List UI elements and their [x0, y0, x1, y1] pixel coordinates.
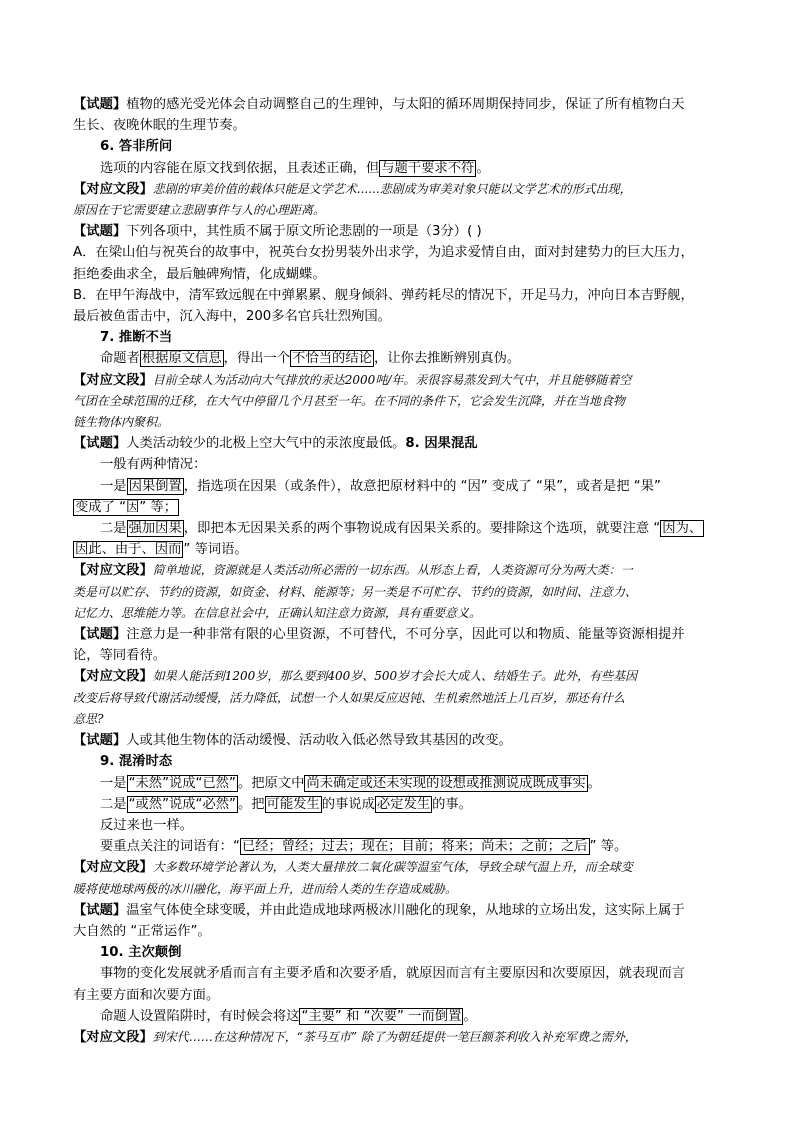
text-line — [73, 1006, 741, 1027]
heading-text: 7. 推断不当 — [100, 330, 173, 346]
text-line — [73, 412, 741, 433]
tag-label: 【对应文段】 — [73, 669, 153, 685]
quoted-passage: 如果人能活到1200岁，那么要到400岁、500岁才会长大成人、结婚生子。此外，有些基因 — [152, 669, 638, 684]
text: ，指选项在因果（或条件），故意把原材料中的 “因” 变成了 “果”，或者是把 “果” — [183, 478, 661, 494]
text: 。 — [587, 775, 601, 791]
text: 植物的感光受光体会自动调整自己的生理钟，与太阳的循环周期保持同步，保证了所有植物白天 — [126, 97, 685, 112]
boxed-key-phrase: “未然”说成“已然” — [128, 775, 236, 791]
boxed-key-phrase: 与题干要求不符 — [381, 160, 475, 176]
boxed-key-phrase: 必定发生 — [376, 796, 431, 812]
text-line — [73, 985, 741, 1006]
tag-label: 【试题】 — [73, 224, 127, 240]
text-line — [73, 773, 741, 794]
section-heading — [73, 751, 741, 772]
text: 反过来也一样。 — [100, 817, 194, 833]
text-line — [73, 709, 741, 730]
heading-text: 10. 主次颠倒 — [100, 945, 182, 961]
text-line — [73, 285, 741, 306]
tag-label: 【试题】 — [73, 436, 127, 452]
text-line — [73, 730, 741, 751]
quoted-passage: 到宋代……在这种情况下，“茶马互市” 除了为朝廷提供一笔巨额茶利收入补充军费之需外， — [152, 1029, 637, 1044]
quoted-passage: 暖将使地球两极的冰川融化，海平面上升，进而给人类的生存造成威胁。 — [73, 881, 458, 896]
tag-label: 【试题】 — [73, 97, 127, 112]
text-line — [73, 836, 741, 857]
text: 人或其他生物体的活动缓慢、活动收入低必然导致其基因的改变。 — [126, 733, 512, 749]
text: 要重点关注的词语有：“ — [100, 839, 240, 855]
boxed-key-phrase: 已经；曾经；过去；现在；目前；将来；尚未；之前；之后 — [241, 839, 588, 855]
text-line — [73, 688, 741, 709]
heading-text: 9. 混淆时态 — [100, 754, 173, 770]
boxed-key-phrase: 可能发生 — [266, 796, 320, 812]
text: 一般有两种情况： — [100, 457, 207, 473]
text: 人类活动较少的北极上空大气中的汞浓度最低。 — [126, 436, 406, 452]
quoted-passage: 简单地说，资源就是人类活动所必需的一切东西。从形态上看，人类资源可分为两大类：一 — [152, 563, 633, 578]
tag-label: 【对应文段】 — [73, 563, 153, 579]
quoted-passage: 大多数环境学论著认为，人类大量排放二氧化碳等温室气体，导致全球气温上升，而全球变 — [152, 860, 633, 875]
text: 的事。 — [432, 796, 472, 812]
document-body — [73, 94, 741, 1048]
boxed-key-phrase: 不恰当的结论 — [292, 351, 372, 367]
option-text: A．在梁山伯与祝英台的故事中，祝英台女扮男装外出求学，为追求爱情自由，面对封建势力的巨大压力， — [73, 245, 694, 261]
text: ，让你去推断辨别真伪。 — [373, 351, 521, 367]
text-line — [73, 348, 741, 369]
text-line — [73, 624, 741, 645]
text: 下列各项中，其性质不属于原文所论悲剧的一项是（3分）( ) — [126, 224, 482, 240]
text-line — [73, 879, 741, 900]
option-text: B．在甲午海战中，清军致远舰在中弹累累、舰身倾斜、弹药耗尽的情况下，开足马力，冲向日本吉野舰， — [73, 287, 694, 303]
tag-label: 【试题】 — [73, 902, 127, 918]
text: 生长、夜晚休眠的生理节奏。 — [73, 118, 246, 134]
tag-label: 【试题】 — [73, 627, 127, 643]
text-line — [73, 391, 741, 412]
text-line — [73, 815, 741, 836]
text-line — [73, 857, 741, 878]
text-line — [73, 370, 741, 391]
tag-label: 【对应文段】 — [73, 372, 153, 388]
text: 二是 — [100, 796, 127, 812]
quoted-passage: 气团在全球范围的迁移，在大气中停留几个月甚至一年。在不同的条件下，它会发生沉降，并在当地食物 — [73, 393, 626, 408]
text: 。 — [476, 160, 490, 176]
text-line — [73, 242, 741, 263]
text-line — [73, 221, 741, 242]
option-text: 最后被鱼雷击中，沉入海中，200多名官兵壮烈殉国。 — [73, 309, 391, 325]
tag-label: 【对应文段】 — [73, 1029, 153, 1045]
quoted-passage: 意思? — [73, 711, 104, 726]
text-line — [73, 921, 741, 942]
text-line — [73, 179, 741, 200]
text-line — [73, 539, 741, 560]
tag-label: 【试题】 — [73, 733, 127, 749]
section-heading — [73, 327, 741, 348]
text-line — [73, 582, 741, 603]
boxed-key-phrase: 强加因果 — [128, 521, 182, 537]
text: 大自然的 “正常运作”。 — [73, 923, 211, 939]
boxed-key-phrase: 尚未确定或还未实现的设想或推测说成既成事实 — [306, 775, 586, 791]
text-line — [73, 264, 741, 285]
quoted-passage: 改变后将导致代谢活动缓慢，活力降低，试想一个人如果反应迟钝、生机索然地活上几百岁，那还有什么 — [73, 690, 626, 705]
quoted-passage: 目前全球人为活动向大气排放的汞达2000吨/年。汞很容易蒸发到大气中，并且能够随着空 — [152, 372, 632, 387]
quoted-passage: 链生物体内聚积。 — [73, 415, 170, 430]
text-line — [73, 306, 741, 327]
option-text: 拒绝委曲求全，最后触碑殉情，化成蝴蝶。 — [73, 266, 326, 282]
boxed-key-phrase: “或然”说成“必然” — [128, 796, 236, 812]
text-line — [73, 476, 741, 497]
quoted-passage: 悲剧的审美价值的载体只能是文学艺术......悲剧成为审美对象只能以文学艺术的形式出现， — [152, 181, 632, 196]
text-line — [73, 900, 741, 921]
text: 温室气体使全球变暖，并由此造成地球两极冰川融化的现象，从地球的立场出发，这实际上属于 — [126, 902, 685, 918]
text-line — [73, 200, 741, 221]
text-line — [73, 794, 741, 815]
boxed-key-phrase: 因此、由于、因而 — [75, 542, 182, 558]
text: 事物的变化发展就矛盾而言有主要矛盾和次要矛盾，就原因而言有主要原因和次要原因，就表现而言 — [100, 966, 686, 982]
heading-text: 6. 答非所问 — [100, 139, 173, 155]
boxed-key-phrase: 因为、 — [662, 521, 703, 537]
heading-text: 8. 因果混乱 — [405, 436, 478, 452]
text: 。 — [463, 1008, 477, 1024]
boxed-key-phrase: 因果倒置 — [128, 478, 182, 494]
text: ” 等词语。 — [183, 542, 248, 558]
text-line — [73, 454, 741, 475]
text-line — [73, 433, 741, 454]
text: 命题人设置陷阱时，有时候会将这 — [100, 1008, 300, 1024]
text: 二是 — [100, 521, 127, 537]
text-line — [73, 645, 741, 666]
text: 一是 — [100, 775, 127, 791]
text: 命题者 — [100, 351, 140, 367]
text-line — [73, 1027, 741, 1048]
section-heading — [73, 136, 741, 157]
text: ” 等。 — [589, 839, 628, 855]
quoted-passage: 记忆力、思维能力等。在信息社会中，正确认知注意力资源，具有重要意义。 — [73, 605, 482, 620]
tag-label: 【对应文段】 — [73, 860, 153, 876]
tag-label: 【对应文段】 — [73, 181, 153, 197]
text: 。把 — [237, 796, 265, 812]
text-line — [73, 497, 741, 518]
text: 选项的内容能在原文找到依据，且表述正确，但 — [100, 160, 380, 176]
text: 。把原文中 — [237, 775, 305, 791]
section-heading — [73, 942, 741, 963]
boxed-key-phrase: 变成了 “因” 等； — [75, 499, 178, 515]
text-line — [73, 603, 741, 624]
text-line — [73, 158, 741, 179]
text-line — [73, 94, 741, 115]
text: 有主要方面和次要方面。 — [73, 987, 220, 1003]
text-line — [73, 666, 741, 687]
text: 注意力是一种非常有限的心里资源，不可替代，不可分享，因此可以和物质、能量等资源相提并 — [126, 627, 685, 643]
boxed-key-phrase: 根据原文信息 — [141, 351, 222, 367]
quoted-passage: 原因在于它需要建立悲剧事件与人的心理距离。 — [73, 203, 326, 218]
text-line — [73, 963, 741, 984]
text: 的事说成 — [321, 796, 375, 812]
text: ，得出一个 — [223, 351, 291, 367]
text-line — [73, 560, 741, 581]
boxed-key-phrase: “主要” 和 “次要” 一而倒置 — [301, 1008, 462, 1024]
text: ，即把本无因果关系的两个事物说成有因果关系的。要排除这个选项，就要注意 “ — [183, 521, 661, 537]
text-line — [73, 518, 741, 539]
text: 一是 — [100, 478, 127, 494]
quoted-passage: 类是可以贮存、节约的资源，如资金、材料、能源等；另一类是不可贮存、节约的资源，如时间、注意力、 — [73, 584, 638, 599]
text: 论，等同看待。 — [73, 648, 167, 664]
text-line — [73, 115, 741, 136]
